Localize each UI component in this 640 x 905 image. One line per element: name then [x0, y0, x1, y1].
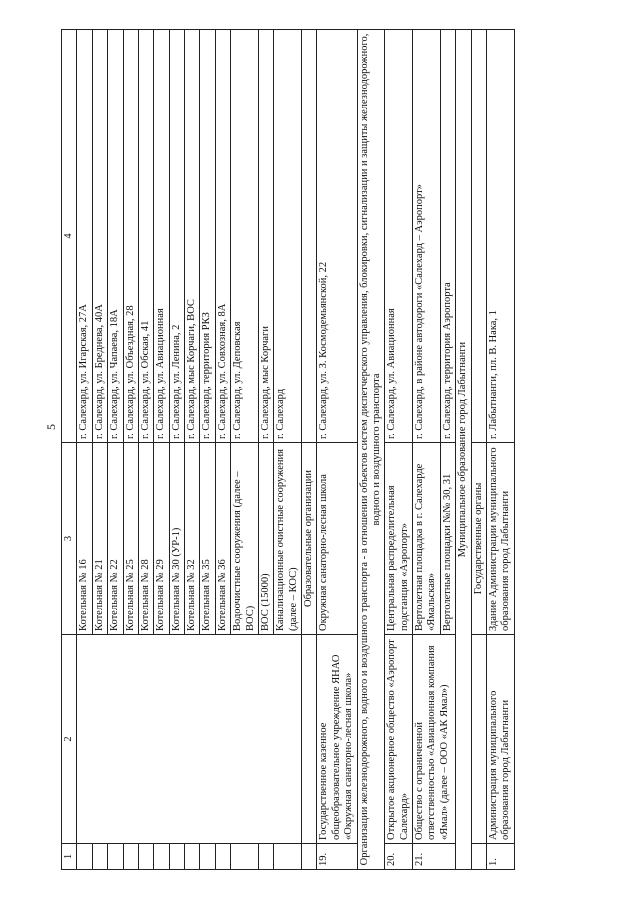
- header-cell: 4: [62, 30, 77, 443]
- section-heading-government: Государственные органы: [471, 443, 486, 635]
- address-cell: г. Салехард, ул. Бреднева, 40А: [92, 30, 107, 443]
- table-row: [385, 30, 413, 870]
- rotated-page-content: [61, 30, 591, 870]
- facilities-table: [61, 29, 515, 870]
- section-row: [357, 30, 385, 870]
- facility-cell: Котельная № 28: [138, 443, 153, 635]
- table-row: [77, 30, 92, 870]
- address-cell: г. Салехард, территория РКЗ: [200, 30, 215, 443]
- facility-cell: Центральная распределительная подстанция «Аэропорт»: [385, 443, 413, 635]
- row-number-cell: 1.: [486, 844, 514, 870]
- header-cell: 1: [62, 844, 77, 870]
- facility-cell: Водоочистные сооружения (далее – ВОС): [231, 443, 259, 635]
- facility-cell: Вертолетные площадки №№ 30, 31: [440, 443, 455, 635]
- facility-cell: Котельная № 29: [154, 443, 169, 635]
- header-cell: 2: [62, 635, 77, 844]
- section-row: [471, 30, 486, 870]
- organization-cell: Общество с ограниченной ответственностью «Авиационная компания «Ямал» (далее – ООО «АК Ямал»): [413, 635, 456, 844]
- facility-cell: Здание Администрации муниципального образования город Лабытнанги: [486, 443, 514, 635]
- facility-cell: Котельная № 21: [92, 443, 107, 635]
- page-number: 5: [44, 424, 58, 430]
- facility-cell: Котельная № 32: [185, 443, 200, 635]
- section-heading-education: Образовательные организации: [302, 443, 317, 635]
- facility-cell: ВОС (15000): [258, 443, 273, 635]
- address-cell: г. Салехард, ул. Совхозная, 8А: [215, 30, 230, 443]
- facility-cell: Вертолетная площадка в г. Салехарде «Ямальская»: [413, 443, 441, 635]
- row-number-cell: 21.: [413, 844, 456, 870]
- address-cell: г. Салехард, ул. Обская, 41: [138, 30, 153, 443]
- header-cell: 3: [62, 443, 77, 635]
- section-heading-transport: Организации железнодорожного, водного и воздушного транспорта - в отношении объектов систем диспетчерского управления, блокировки, сигнализации и защиты железнодорожного, водного и воздушного транспорта: [357, 30, 385, 870]
- row-number-cell: 19.: [317, 844, 357, 870]
- address-cell: г. Салехард, в районе автодороги «Салехард – Аэропорт»: [413, 30, 441, 443]
- address-cell: г. Лабытнанги, пл. В. Нака, 1: [486, 30, 514, 443]
- facility-cell: Котельная № 25: [123, 443, 138, 635]
- organization-cell: Открытое акционерное общество «Аэропорт Салехард»: [385, 635, 413, 844]
- table-row: [317, 30, 357, 870]
- facility-cell: Котельная № 22: [108, 443, 123, 635]
- address-cell: г. Салехард, мыс Корчаги: [258, 30, 273, 443]
- organization-cell: Государственное казенное общеобразовательное учреждение ЯНАО «Окружная санаторно-лесная школа»: [317, 635, 357, 844]
- facility-cell: Котельная № 36: [215, 443, 230, 635]
- address-cell: г. Салехард: [274, 30, 302, 443]
- address-cell: г. Салехард, ул. Чапаева, 18А: [108, 30, 123, 443]
- address-cell: г. Салехард, ул. Объездная, 28: [123, 30, 138, 443]
- facility-cell: Котельная № 16: [77, 443, 92, 635]
- address-cell: г. Салехард, ул. Авиационная: [385, 30, 413, 443]
- address-cell: г. Салехард, ул. Ленина, 2: [169, 30, 184, 443]
- facility-cell: Канализационные очистные сооружения (далее – КОС): [274, 443, 302, 635]
- table-header-row: [62, 30, 77, 870]
- address-cell: г. Салехард, ул. З. Космодемьянской, 22: [317, 30, 357, 443]
- organization-cell: Администрация муниципального образования город Лабытнанги: [486, 635, 514, 844]
- table-row: [413, 30, 441, 870]
- address-cell: г. Салехард, ул. Игарская, 27А: [77, 30, 92, 443]
- facility-cell: Котельная № 30 (УР-1): [169, 443, 184, 635]
- address-cell: г. Салехард, ул. Деповская: [231, 30, 259, 443]
- address-cell: г. Салехард, ул. Авиационная: [154, 30, 169, 443]
- table-row: [486, 30, 514, 870]
- row-number-cell: 20.: [385, 844, 413, 870]
- address-cell: г. Салехард, территория Аэропорта: [440, 30, 455, 443]
- section-row: [302, 30, 317, 870]
- section-heading-municipality: Муниципальное образование город Лабытнанги: [456, 30, 471, 870]
- facility-cell: Котельная № 35: [200, 443, 215, 635]
- address-cell: г. Салехард, мыс Корчаги, ВОС: [185, 30, 200, 443]
- organization-cell: [77, 635, 302, 844]
- row-number-cell: [77, 844, 92, 870]
- facility-cell: Окружная санаторно-лесная школа: [317, 443, 357, 635]
- section-row: [456, 30, 471, 870]
